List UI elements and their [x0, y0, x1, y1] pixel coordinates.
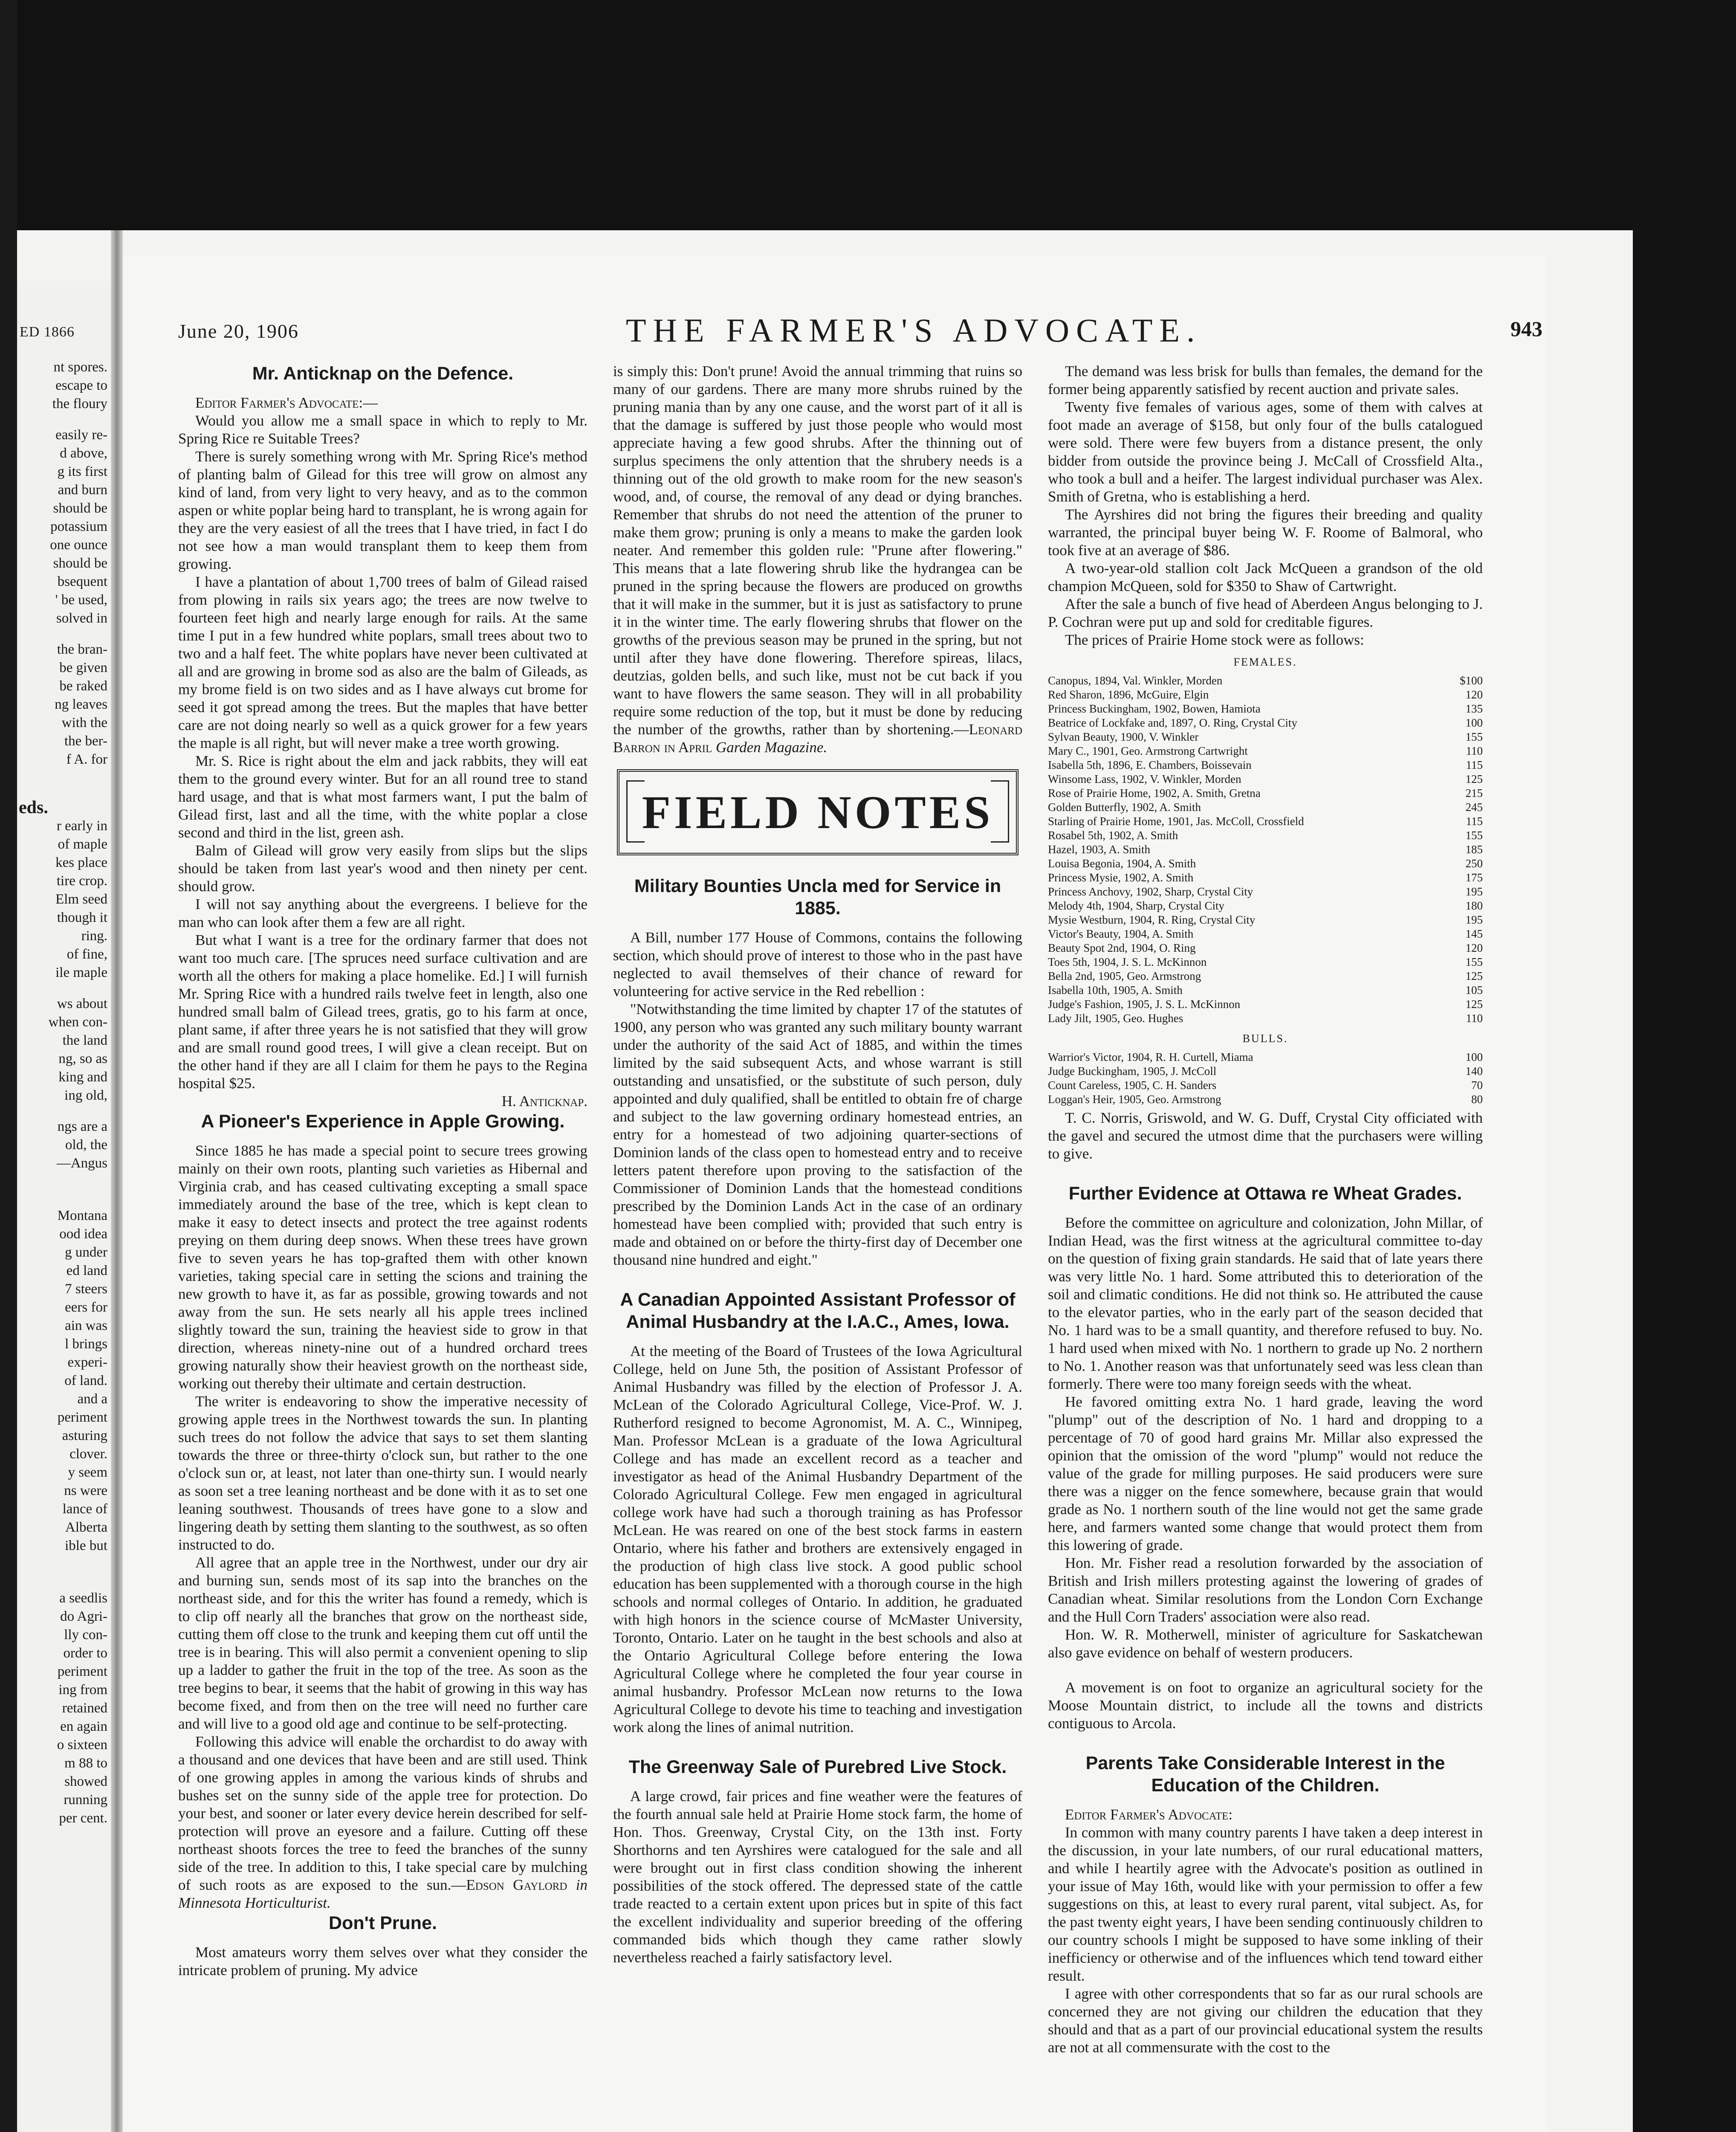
price-value: 195 [1465, 913, 1483, 926]
signature: H. Anticknap. [501, 1093, 587, 1109]
text-fragment [17, 413, 111, 426]
signature-source: in Minnesota Horticulturist. [178, 1877, 588, 1911]
price-value: 215 [1465, 787, 1483, 800]
text-fragment: though it [57, 910, 107, 925]
publication-title: THE FARMER'S ADVOCATE. [626, 312, 1202, 349]
paragraph [178, 1733, 587, 1912]
text-fragment: escape to [55, 378, 107, 393]
females-label: FEMALES. [1233, 656, 1297, 668]
price-value: 125 [1465, 970, 1483, 982]
text-fragment: per cent. [59, 1810, 107, 1826]
text-fragment: l brings [65, 1336, 107, 1352]
text-fragment: g its first [57, 464, 107, 479]
text-fragment [17, 1105, 111, 1118]
text-fragment: clover. [69, 1446, 107, 1462]
field-notes-banner [617, 769, 1018, 855]
price-row [1048, 927, 1483, 941]
text-fragment: ible but [65, 1538, 107, 1553]
paragraph: The demand was less brisk for bulls than females, the demand for the former being apparently satisfied by recent auction and private sales. [1048, 363, 1483, 397]
text-fragment: ain was [65, 1318, 107, 1333]
scan-border-left [0, 0, 17, 2132]
price-row [1048, 1011, 1483, 1025]
text-fragment: ' be used, [55, 592, 107, 608]
price-value: 155 [1465, 956, 1483, 968]
column-2 [613, 362, 1022, 1967]
text-fragment: experi- [67, 1355, 107, 1370]
animal-entry: Princess Buckingham, 1902, Bowen, Hamiota [1048, 702, 1261, 715]
animal-entry: Victor's Beauty, 1904, A. Smith [1048, 927, 1194, 940]
paragraph: The Ayrshires did not bring the figures their breeding and quality warranted, the principal buyer being W. F. Roome of Balmoral, who took five at an average of $86. [1048, 506, 1483, 559]
text-fragment: when con- [48, 1014, 107, 1030]
paragraph: The writer is endeavoring to show the imperative necessity of growing apple trees in the Northwest towards the sun. In planting such trees do not follow the advice that says to set them slanting towards the three or three-thirty o'clock sun, but rather to the one o'clock sun or, at least, not later than one-thirty sun. I would nearly as soon set a tree leaning northeast and be done with it as to set one leaning southwest. Thousands of trees have gone to a slow and lingering death by setting them slanting to the southwest, as so often instructed to do. [178, 1393, 587, 1553]
paragraph: A large crowd, fair prices and fine weather were the features of the fourth annual sale held at Prairie Home stock farm, the home of Hon. Thos. Greenway, Crystal City, on the 13th inst. Forty Shorthorns and ten Ayrshires were catalogued for the sale and all were brought out in first class condition showing the inherent possibilities of the stock offered. The depressed state of the cattle trade reacted to a certain extent upon prices but in spite of this fact the excellent individuality and superior breeding of the offering commanded bids which though they came rather slowly nevertheless reached a fairly satisfactory level. [613, 1788, 1022, 1966]
article-title-parents-education: Parents Take Considerable Interest in the Education of the Children. [1085, 1753, 1445, 1796]
price-row [1048, 828, 1483, 843]
text-fragment: en again [60, 1719, 107, 1734]
article-title-apple-growing: A Pioneer's Experience in Apple Growing. [201, 1111, 565, 1132]
animal-entry: Judge's Fashion, 1905, J. S. L. McKinnon [1048, 998, 1241, 1011]
price-row [1048, 941, 1483, 955]
text-fragment: asturing [62, 1428, 107, 1443]
text-fragment: potassium [50, 519, 107, 534]
price-value: 145 [1465, 927, 1483, 940]
text-fragment: be given [59, 660, 107, 675]
price-value: 115 [1466, 759, 1483, 771]
animal-entry: Count Careless, 1905, C. H. Sanders [1048, 1079, 1217, 1092]
paragraph: Twenty five females of various ages, some of them with calves at foot made an average of $158, but only four of the bulls catalogued were sold. There were few buyers from a distance present, the only bidder from outside the province being J. McCall of Crossfield Alta., who took a bull and a heifer. The largest individual purchaser was Alex. Smith of Gretna, who is establishing a herd. [1048, 399, 1483, 505]
text-fragment: lance of [62, 1501, 107, 1517]
price-value: 70 [1471, 1079, 1483, 1092]
text-fragment [17, 628, 111, 640]
paragraph-text: Following this advice will enable the orchardist to do away with a thousand and one devices that have been and are still used. Think of one growing apples in among the various kinds of shrubs and bushes set on the sunny side of the apple tree for protection. Do your best, and sooner or later every device herein described for self-protection will prove an eyesore and a failure. Cutting off these northeast shoots forces the tree to feed the branches of the sunny side of the tree. In addition to this, I take special care by mulching of such roots as are exposed to the sun.— [178, 1733, 587, 1893]
animal-entry: Isabella 10th, 1905, A. Smith [1048, 984, 1183, 996]
price-value: 80 [1471, 1093, 1483, 1106]
paragraph-text: is simply this: Don't prune! Avoid the annual trimming that ruins so many of our gardens. There are many more shrubs ruined by the pruning mania than by any one cause, and the worst part of it all is that the damage is suffered by just those people who would most appreciate having a few good shrubs. After the thinning out of surplus specimens the only attention that the shrubery needs is a thinning out of the old growth to make room for the new season's wood, and, of course, the removal of any dead or dying branches. Remember that shrubs do not need the attention of the pruner to make them grow; pruning is only a means to make the garden look neater. And remember this golden rule: "Prune after flowering." This means that a late flowering shrub like the hydrangea can be pruned in the spring because the flowers are produced on growths that it will make in the summer, but it is just as satisfactory to prune it in the winter time. The early flowering shrubs that flower on the growths of the previous season may be pruned in the spring, but not until after they have done flowering. Therefore spireas, lilacs, deutzias, golden bells, and such like, must not be cut back if you want to have flowers the same season. They will in all probability require some reduction of the top, but it must be done by reducing the number of the growths, rather than by shortening. [613, 363, 1022, 738]
paragraph: Most amateurs worry them selves over what they consider the intricate problem of pruning. My advice [178, 1944, 587, 1978]
females-price-table [1048, 674, 1483, 1025]
article-body-apple-growing [178, 1142, 587, 1912]
text-fragment: should be [53, 501, 107, 516]
paragraph: Since 1885 he has made a special point to secure trees growing mainly on their own roots, planting such varieties as Hibernal and Virginia crab, and has ceased cultivating excepting a small space immediately around the base of the tree, which is kept clean to make it easy to detect insects and protect the tree against rodents preying on them during deep snows. When these trees have grown five to seven years he has top-grafted them with other known varieties, taking special care in setting the scions and training the new growth to have it, as far as possible, growing towards and not away from the sun. He sets nearly all his apple trees inclined slightly toward the sun, training the heaviest side to grow in that direction, whereas ninety-nine out of a hundred orchard trees growing naturally show their heaviest growth on the northeast side, working out thereby their ultimate and certain destruction. [178, 1142, 587, 1392]
salutation: Editor Farmer's Advocate:— [195, 394, 378, 411]
price-value: 110 [1466, 1012, 1483, 1025]
text-fragment: showed [64, 1774, 107, 1789]
paragraph: Hon. W. R. Motherwell, minister of agriculture for Saskatchewan also gave evidence on behalf of western producers. [1048, 1626, 1483, 1661]
animal-entry: Toes 5th, 1904, J. S. L. McKinnon [1048, 956, 1207, 968]
animal-entry: Starling of Prairie Home, 1901, Jas. McColl, Crossfield [1048, 815, 1304, 828]
text-fragment: g under [65, 1245, 107, 1260]
animal-entry: Hazel, 1903, A. Smith [1048, 843, 1150, 856]
price-value: 140 [1465, 1065, 1483, 1078]
text-fragment: ws about [57, 996, 107, 1011]
price-row [1048, 702, 1483, 716]
price-value: 120 [1465, 941, 1483, 954]
article-title-anticknap: Mr. Anticknap on the Defence. [252, 363, 514, 384]
price-value: 125 [1465, 998, 1483, 1011]
previous-page-lines-a [17, 358, 111, 769]
price-value: 105 [1465, 984, 1483, 996]
price-value: 245 [1465, 801, 1483, 814]
text-fragment: y seem [68, 1465, 107, 1480]
animal-entry: Beatrice of Lockfake and, 1897, O. Ring, Crystal City [1048, 716, 1297, 729]
paragraph: Before the committee on agriculture and colonization, John Millar, of Indian Head, was the first witness at the agricultural committee to-day on the question of fixing grain standards. He said that of late years there was very little No. 1 hard. Some attributed this to deterioration of the soil and climatic conditions. He did not think so. He attributed the cause to the elevator parties, who in the early part of the season decided that No. 1 hard was to be a small quantity, and therefore refused to buy. No. 1 hard used when mixed with No. 1 northern to grade up No. 2 northern to No. 1. Another reason was that unfortunately seed was less clean than formerly. There were too many foreign seeds with the wheat. [1048, 1214, 1483, 1392]
animal-entry: Judge Buckingham, 1905, J. McColl [1048, 1065, 1217, 1078]
text-fragment: easily re- [55, 427, 107, 443]
text-fragment: r early in [56, 818, 107, 834]
article-title-greenway-sale: The Greenway Sale of Purebred Live Stock. [628, 1757, 1007, 1777]
text-fragment: f A. for [66, 752, 107, 767]
text-fragment: be raked [59, 678, 107, 694]
text-fragment: the bran- [57, 642, 107, 657]
price-row [1048, 688, 1483, 702]
text-fragment: 7 steers [65, 1281, 107, 1297]
text-fragment: Alberta [65, 1520, 107, 1535]
animal-entry: Sylvan Beauty, 1900, V. Winkler [1048, 730, 1199, 743]
paragraph: In common with many country parents I have taken a deep interest in the discussion, in your late numbers, of our rural educational matters, and while I heartily agree with the Advocate's position as outlined in your issue of May 16th, would like with your permission to offer a few suggestions on this, at least to every rural parent, vital subject. As, for the past twenty eight years, I have been sending continuously children to our country schools I might be supposed to have some inkling of their inefficiency or otherwise and of the influences which tend toward either result. [1048, 1824, 1483, 1984]
animal-entry: Louisa Begonia, 1904, A. Smith [1048, 857, 1196, 870]
signature-source: Garden Magazine. [716, 739, 827, 756]
price-value: 195 [1465, 885, 1483, 898]
price-row [1048, 885, 1483, 899]
animal-entry: Rose of Prairie Home, 1902, A. Smith, Gretna [1048, 787, 1261, 800]
price-value: 180 [1465, 899, 1483, 912]
text-fragment: lly con- [64, 1627, 107, 1642]
page-number: 943 [1510, 317, 1542, 341]
animal-entry: Melody 4th, 1904, Sharp, Crystal City [1048, 899, 1224, 912]
text-fragment: running [64, 1792, 107, 1808]
price-row [1048, 983, 1483, 997]
text-fragment: —Angus [56, 1156, 107, 1171]
price-row [1048, 1064, 1483, 1078]
paragraph: Balm of Gilead will grow very easily from slips but the slips should be taken from last year's wood and then ninety per cent. should grow. [178, 842, 587, 895]
text-fragment: ring. [81, 928, 107, 944]
text-fragment: and a [77, 1391, 107, 1407]
price-row [1048, 913, 1483, 927]
signature-name: Edson Gaylord [466, 1877, 567, 1893]
text-fragment: eers for [65, 1300, 107, 1315]
bulls-label: BULLS. [1242, 1032, 1288, 1045]
animal-entry: Golden Butterfly, 1902, A. Smith [1048, 801, 1201, 814]
text-fragment: periment [57, 1410, 107, 1425]
price-value: 120 [1465, 688, 1483, 701]
price-row [1048, 772, 1483, 786]
animal-entry: Canopus, 1894, Val. Winkler, Morden [1048, 674, 1223, 687]
price-value: 115 [1466, 815, 1483, 828]
paragraph: I will not say anything about the evergreens. I believe for the man who can look after them a few are all right. [178, 896, 587, 930]
running-head [178, 311, 1542, 350]
price-value: 135 [1465, 702, 1483, 715]
text-fragment: should be [53, 556, 107, 571]
price-row [1048, 814, 1483, 828]
animal-entry: Red Sharon, 1896, McGuire, Elgin [1048, 688, 1209, 701]
text-fragment: o sixteen [57, 1737, 107, 1753]
text-fragment: ng leaves [55, 697, 107, 712]
price-row [1048, 730, 1483, 744]
price-value: 175 [1465, 871, 1483, 884]
price-row [1048, 997, 1483, 1011]
text-fragment: of land. [64, 1373, 107, 1388]
paragraph: He favored omitting extra No. 1 hard grade, leaving the word "plump" out of the description of No. 1 hard and dropping to a percentage of 70 of good hard grains Mr. Millar also expressed the opinion that the omission of the word "plump" would not reduce the value of the grade for milling purposes. He said producers were sure there was a nigger on the fence somewhere, because grain that would grade as No. 1 northern south of the line would not get the same grade here, and farmers wanted some change that would protect them from this lowering of grade. [1048, 1393, 1483, 1553]
text-fragment: kes place [55, 855, 107, 870]
scan-border-right [1633, 0, 1736, 2132]
text-fragment: ngs are a [57, 1119, 107, 1134]
price-value: 100 [1465, 716, 1483, 729]
price-row [1048, 1092, 1483, 1107]
price-row [1048, 955, 1483, 969]
bulls-price-table [1048, 1050, 1483, 1107]
text-fragment: nt spores. [53, 359, 107, 375]
animal-entry: Bella 2nd, 1905, Geo. Armstrong [1048, 970, 1201, 982]
text-fragment: one ounce [50, 537, 107, 553]
price-value: 250 [1465, 857, 1483, 870]
animal-entry: Isabella 5th, 1896, E. Chambers, Boissevain [1048, 759, 1252, 771]
text-fragment: d above, [60, 446, 107, 461]
price-value: 125 [1465, 773, 1483, 785]
text-fragment: Elm seed [55, 892, 107, 907]
scan-border-top [0, 0, 1736, 230]
text-fragment: solved in [56, 611, 107, 626]
text-fragment: of maple [58, 837, 107, 852]
animal-entry: Loggan's Heir, 1905, Geo. Armstrong [1048, 1093, 1221, 1106]
price-value: 100 [1465, 1051, 1483, 1063]
animal-entry: Mysie Westburn, 1904, R. Ring, Crystal City [1048, 913, 1256, 926]
paragraph: All agree that an apple tree in the Northwest, under our dry air and burning sun, sends most of its sap into the branches on the northeast side, and for this the writer has found a remedy, which is to clip off nearly all the branches that grow on the northeast side, cutting them off close to the trunk and keeping them cut off until the tree is in bearing. This will also permit a convenient opening to slip up a ladder to gather the fruit in the top of the tree. As soon as the tree begins to bear, it seems that the habit of growing in this way has become fixed, and from then on the tree will need no further care and will live to a good old age and continue to be self-protecting. [178, 1554, 587, 1732]
paragraph: Hon. Mr. Fisher read a resolution forwarded by the association of British and Irish millers protesting against the lowering of grades of Canadian wheat. Similar resolutions from the London Corn Exchange and the Hull Corn Traders' association were also read. [1048, 1555, 1483, 1625]
paragraph: A two-year-old stallion colt Jack McQueen a grandson of the old champion McQueen, sold for $350 to Shaw of Cartwright. [1048, 560, 1483, 594]
text-fragment: tire crop. [56, 873, 107, 889]
previous-page-lines-b [17, 817, 111, 1173]
animal-entry: Beauty Spot 2nd, 1904, O. Ring [1048, 941, 1196, 954]
paragraph: "Notwithstanding the time limited by chapter 17 of the statutes of 1900, any person who was granted any such military bounty warrant under the authority of the said Act of 1885, and within the times limited by the said subsequent Acts, and whose warrant is still outstanding and unsatisfied, or the substitute of such person, duly appointed and duly qualified, shall be entitled to obtain fre of charge and subject to the law governing ordinary homestead entries, an entry for a homestead of two adjoining quarter-sections of Dominion lands of the class open to homestead entry and to receive letters patent therefore upon proving to the satisfaction of the Commissioner of Dominion Lands that the homestead conditions prescribed by the Dominion Lands Act in the case of an ordinary homestead have been complied with; provided that such entry is made and obtained on or before the thirty-first day of December one thousand nine hundred and eight." [613, 1001, 1022, 1268]
text-fragment: ood idea [59, 1226, 107, 1242]
price-value: $100 [1460, 674, 1483, 687]
text-fragment: a seedlis [59, 1590, 107, 1606]
text-fragment: the ber- [64, 733, 107, 749]
price-value: 110 [1466, 744, 1483, 757]
animal-entry: Princess Mysie, 1902, A. Smith [1048, 871, 1194, 884]
text-fragment: ile maple [55, 965, 107, 980]
price-row [1048, 758, 1483, 772]
text-fragment: do Agri- [60, 1609, 107, 1624]
text-fragment: ing from [58, 1682, 107, 1697]
price-row [1048, 800, 1483, 814]
price-row [1048, 857, 1483, 871]
text-fragment: of fine, [67, 947, 107, 962]
text-fragment: order to [63, 1645, 107, 1661]
price-row [1048, 786, 1483, 800]
book-spine [111, 230, 123, 2132]
previous-page-lines-d [17, 1589, 111, 1828]
text-fragment: bsequent [57, 574, 107, 589]
price-row [1048, 843, 1483, 857]
price-row [1048, 744, 1483, 758]
animal-entry: Mary C., 1901, Geo. Armstrong Cartwright [1048, 744, 1248, 757]
animal-entry: Princess Anchovy, 1902, Sharp, Crystal City [1048, 885, 1253, 898]
previous-page-fragment [17, 281, 111, 2132]
column-1 [178, 362, 587, 1979]
text-fragment: ed land [66, 1263, 107, 1278]
text-fragment: and burn [58, 482, 107, 498]
price-row [1048, 1078, 1483, 1092]
text-fragment: old, the [65, 1137, 107, 1153]
price-row [1048, 716, 1483, 730]
text-fragment: king and [58, 1069, 107, 1085]
animal-entry: Lady Jilt, 1905, Geo. Hughes [1048, 1012, 1183, 1025]
paragraph-moose-mountain: A movement is on foot to organize an agricultural society for the Moose Mountain district, to include all the towns and districts contiguous to Arcola. [1048, 1679, 1483, 1732]
paragraph: A Bill, number 177 House of Commons, contains the following section, which should prove of interest to those who in the past have neglected to avail themselves of their chance of reward for volunteering for active service in the Red rebellion : [613, 929, 1022, 999]
previous-page-heading: eds. [19, 798, 48, 817]
paragraph: I have a plantation of about 1,700 trees of balm of Gilead raised from plowing in rails six years ago; the trees are now twelve to fourteen feet high and nearly large enough for rails. At the same time I put in a few hundred white poplars, small trees about two to two and a half feet. The white poplars have never been cultivated at all and are growing in brome sod as also are the balm of Gileads, as my brome field is on two sides and as I have always cut brome for seed it got spread among the trees. But the maples that have better care are not doing nearly so well as a quick grower for a few years the maple is all right, but will never make a tree worth growing. [178, 574, 587, 751]
paragraph: At the meeting of the Board of Trustees of the Iowa Agricultural College, held on June 5th, the position of Assistant Professor of Animal Husbandry was filled by the election of Professor J. A. McLean of the Colorado Agricultural College, Vice-Prof. W. J. Rutherford resigned to become Agronomist, M. A. C., Winnipeg, Man. Professor McLean is a graduate of the Iowa Agricultural College and has made an excellent record as a teacher and investigator as head of the Animal Husbandry Department of the Colorado Agricultural College. Few men engaged in agricultural college work have had such a thorough training as has Professor McLean. He was reared on one of the best stock farms in eastern Ontario, where his father and brothers are extensively engaged in the production of high class live stock. A good public school education has been supplemented with a thorough course in the high schools and normal colleges of Ontario. In addition, he graduated with high honors in the science course of McMaster University, Toronto, Ontario. Later on he taught in the best schools and also at the Ontario Agricultural College before entering the Iowa Agricultural College where he completed the four year course in animal husbandry. Professor McLean now returns to the Iowa Agricultural College to devote his time to teaching and investigation work along the lines of animal nutrition. [613, 1343, 1022, 1735]
banner-text: FIELD NOTES [642, 786, 994, 838]
price-row [1048, 899, 1483, 913]
paragraph: T. C. Norris, Griswold, and W. G. Duff, Crystal City officiated with the gavel and secured the utmost dime that the purchasers were willing to give. [1048, 1109, 1483, 1162]
paragraph: There is surely something wrong with Mr. Spring Rice's method of planting balm of Gilead for this tree will grow on almost any kind of land, from very light to very heavy, and as to the common aspen or white poplar being hard to transplant, he is wrong again for they are the very easiest of all the trees that I have tried, in fact I do not see how a man would transplant them to keep them from growing. [178, 448, 587, 572]
issue-date: June 20, 1906 [178, 320, 299, 342]
animal-entry: Winsome Lass, 1902, V. Winkler, Morden [1048, 773, 1241, 785]
price-value: 155 [1465, 829, 1483, 842]
paragraph: After the sale a bunch of five head of Aberdeen Angus belonging to J. P. Cochran were put up and sold for creditable figures. [1048, 596, 1483, 630]
animal-entry: Warrior's Victor, 1904, R. H. Curtell, Miama [1048, 1051, 1253, 1063]
article-title-dont-prune: Don't Prune. [329, 1913, 437, 1933]
previous-page-header: ED 1866 [20, 324, 75, 340]
signature-name: —Leonard Barron in April [613, 721, 1022, 756]
text-fragment: periment [57, 1664, 107, 1679]
price-value: 155 [1465, 730, 1483, 743]
text-fragment: the land [62, 1033, 107, 1048]
paragraph [613, 362, 1022, 756]
price-row [1048, 1050, 1483, 1064]
text-fragment [17, 982, 111, 995]
text-fragment: retained [62, 1700, 107, 1716]
price-row [1048, 969, 1483, 983]
text-fragment: the floury [52, 396, 107, 411]
article-body-anticknap [178, 412, 587, 1092]
text-fragment: with the [61, 715, 107, 730]
price-value: 185 [1465, 843, 1483, 856]
paragraph: The prices of Prairie Home stock were as follows: [1065, 631, 1364, 648]
previous-page-lines-c [17, 1207, 111, 1555]
article-title-canadian-professor: A Canadian Appointed Assistant Professor of Animal Husbandry at the I.A.C., Ames, Iowa. [620, 1289, 1016, 1332]
article-title-military-bounties: Military Bounties Uncla med for Service in 1885. [634, 876, 1001, 918]
salutation: Editor Farmer's Advocate: [1065, 1806, 1233, 1823]
paragraph: Would you allow me a small space in which to reply to Mr. Spring Rice re Suitable Trees? [178, 412, 587, 447]
text-fragment: m 88 to [64, 1755, 107, 1771]
article-title-wheat-grades: Further Evidence at Ottawa re Wheat Grades. [1068, 1183, 1462, 1204]
price-row [1048, 871, 1483, 885]
animal-entry: Rosabel 5th, 1902, A. Smith [1048, 829, 1178, 842]
price-row [1048, 674, 1483, 688]
paragraph: I agree with other correspondents that so far as our rural schools are concerned they are not giving our children the education that they should and that as a part of our provincial educational system the results are not at all commensurate with the cost to the [1048, 1985, 1483, 2056]
text-fragment: ng, so as [58, 1051, 107, 1066]
paragraph: Mr. S. Rice is right about the elm and jack rabbits, they will eat them to the ground every winter. But for an all round tree to stand hard usage, and that is what most farmers want, I put the balm of Gilead first, last and all the time, with the white poplar a close second and third in the list, green ash. [178, 753, 587, 841]
paragraph: But what I want is a tree for the ordinary farmer that does not want too much care. [The spruces need surface cultivation and are worth all the others for making a place homelike. Ed.] I will furnish Mr. Spring Rice with a hundred rails twelve feet in length, also one hundred small balm of Gilead trees, gratis, go to his farm at once, plant same, if after three years he is not satisfied that they will grow and are small round good trees, I will give a clean receipt. But on the other hand if they are all I claim for them he pays to the Regina hospital $25. [178, 932, 587, 1092]
text-fragment: Montana [57, 1208, 107, 1223]
newspaper-page [123, 256, 1547, 2132]
text-fragment: ns were [64, 1483, 107, 1498]
column-3 [1048, 362, 1483, 2057]
text-fragment: ing old, [64, 1088, 107, 1103]
